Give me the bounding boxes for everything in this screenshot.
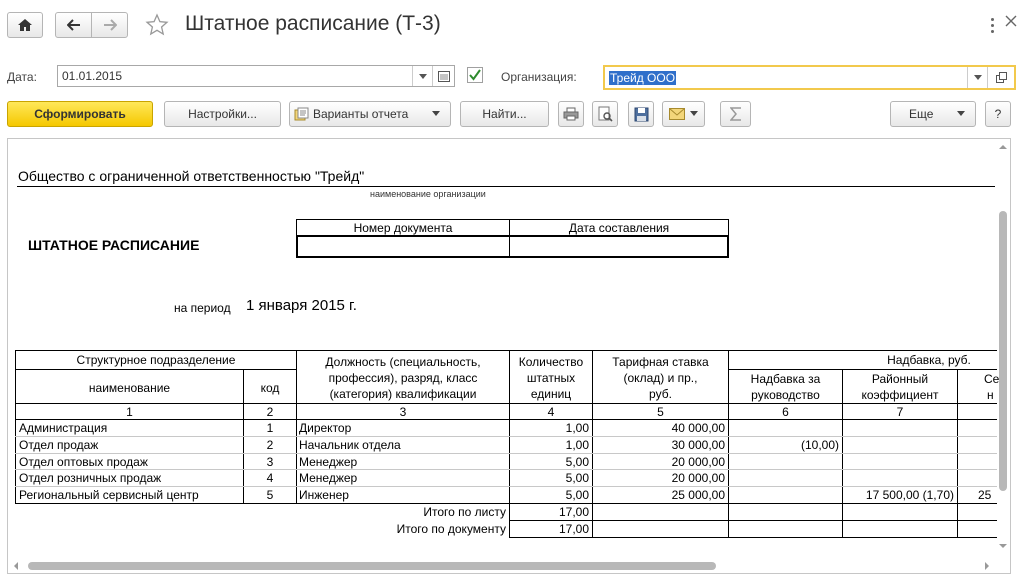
page-title: Штатное расписание (Т-3) — [185, 12, 441, 35]
date-label: Дата: — [7, 70, 37, 84]
date-value: 01.01.2015 — [62, 69, 123, 83]
header-code: код — [260, 381, 280, 395]
organization-open-button[interactable] — [987, 67, 1014, 88]
organization-dropdown-button[interactable] — [967, 67, 987, 88]
close-icon — [1004, 14, 1018, 28]
cell-rate: 25 000,00 — [671, 488, 725, 502]
scroll-right-arrow[interactable] — [985, 562, 989, 570]
header-position-line2: профессия), разряд, класс — [328, 371, 478, 385]
cell-name: Отдел оптовых продаж — [19, 455, 148, 469]
header-name: наименование — [88, 381, 171, 395]
printer-icon — [563, 107, 579, 121]
header-rate-line2: (оклад) и пр., — [623, 371, 698, 385]
save-button[interactable] — [628, 101, 654, 127]
org-name-underline — [17, 186, 995, 187]
cell-position: Инженер — [299, 488, 349, 502]
header-next-line1: Се — [984, 372, 1000, 386]
header-next-line2: н — [987, 388, 994, 402]
find-button[interactable]: Найти... — [460, 101, 549, 127]
organization-label: Организация: — [501, 70, 577, 84]
col-number: 3 — [399, 405, 407, 419]
forward-arrow-icon — [103, 19, 117, 31]
total-sheet-value: 17,00 — [558, 505, 589, 519]
cell-name: Администрация — [19, 421, 108, 435]
col-number: 6 — [782, 405, 789, 419]
preview-button[interactable] — [592, 101, 618, 127]
window-menu-button[interactable] — [986, 15, 998, 35]
header-count-line2: штатных — [526, 371, 576, 385]
date-field[interactable] — [57, 65, 455, 87]
help-button[interactable]: ? — [985, 101, 1011, 127]
col-number: 2 — [266, 405, 274, 419]
col-number: 5 — [657, 405, 664, 419]
doc-number-cell — [296, 235, 729, 258]
date-checkbox[interactable] — [467, 67, 483, 83]
dropdown-icon — [432, 111, 440, 116]
generate-button[interactable]: Сформировать — [7, 101, 153, 127]
col-number: 7 — [896, 405, 904, 419]
cell-count: 5,00 — [565, 471, 589, 485]
period-value: 1 января 2015 г. — [246, 297, 357, 314]
doc-date-header: Дата составления — [568, 221, 670, 235]
col-number: 1 — [126, 405, 133, 419]
cell-rate: 30 000,00 — [671, 438, 725, 452]
cell-code: 5 — [266, 488, 274, 502]
home-button[interactable] — [7, 12, 43, 38]
cell-rate: 20 000,00 — [671, 471, 725, 485]
save-icon — [634, 107, 649, 122]
sum-icon — [730, 107, 742, 121]
checkmark-icon — [468, 68, 482, 82]
more-menu-button[interactable] — [890, 101, 976, 127]
cell-code: 4 — [266, 471, 274, 485]
col-number: 4 — [547, 405, 555, 419]
total-doc-value: 17,00 — [558, 522, 589, 536]
dropdown-icon — [974, 75, 982, 80]
calendar-button[interactable] — [432, 66, 454, 86]
date-dropdown-button[interactable] — [412, 66, 432, 86]
cell-rate: 20 000,00 — [671, 455, 725, 469]
header-position-line1: Должность (специальность, — [325, 355, 481, 369]
cell-name: Региональный сервисный центр — [19, 488, 199, 502]
horizontal-scroll-thumb[interactable] — [28, 562, 716, 570]
cell-position: Менеджер — [299, 455, 358, 469]
email-icon — [669, 108, 685, 120]
cell-count: 1,00 — [565, 438, 589, 452]
cell-rate: 40 000,00 — [671, 421, 725, 435]
period-label: на период — [174, 301, 231, 315]
header-count-line3: единиц — [530, 387, 572, 401]
sum-button[interactable] — [720, 101, 751, 127]
back-button[interactable] — [55, 12, 92, 38]
print-button[interactable] — [558, 101, 584, 127]
report-variants-label: Варианты отчета — [313, 107, 409, 121]
cell-mgmt: (10,00) — [800, 438, 839, 452]
header-regional-line2: коэффициент — [861, 388, 939, 402]
report-org-caption: наименование организации — [370, 189, 486, 199]
cell-count: 5,00 — [565, 488, 589, 502]
total-sheet-label: Итого по листу — [423, 505, 506, 519]
horizontal-scrollbar[interactable] — [8, 559, 996, 573]
more-icon — [991, 18, 994, 21]
vertical-scroll-thumb[interactable] — [999, 211, 1007, 491]
header-count-line1: Количество — [518, 355, 584, 369]
vertical-scrollbar[interactable] — [996, 139, 1011, 559]
report-variants-button[interactable] — [289, 101, 451, 127]
dropdown-icon — [957, 111, 965, 116]
organization-value: Трейд ООО — [610, 70, 676, 85]
cell-code: 3 — [266, 455, 274, 469]
cell-count: 1,00 — [565, 421, 589, 435]
total-doc-label: Итого по документу — [396, 522, 506, 536]
preview-icon — [597, 106, 613, 122]
send-email-button[interactable] — [662, 101, 705, 127]
organization-field[interactable] — [603, 65, 1016, 90]
cell-name: Отдел розничных продаж — [19, 471, 162, 485]
scroll-left-arrow[interactable] — [14, 562, 18, 570]
open-icon — [996, 72, 1007, 83]
scroll-up-arrow[interactable] — [999, 145, 1007, 149]
cell-regional: 17 500,00 (1,70) — [865, 488, 954, 502]
forward-button[interactable] — [91, 12, 128, 38]
cell-next: 25 — [978, 488, 992, 502]
report-org-name: Общество с ограниченной ответственностью "Трейд" — [18, 168, 365, 184]
header-rate-line3: руб. — [649, 387, 672, 401]
cell-position: Директор — [299, 421, 352, 435]
header-struct-unit: Структурное подразделение — [76, 353, 236, 367]
favorite-star-button[interactable] — [145, 13, 169, 37]
scroll-down-arrow[interactable] — [999, 544, 1007, 548]
header-position-line3: (категория) квалификации — [329, 387, 477, 401]
more-menu-label: Еще — [909, 107, 934, 121]
cell-code: 1 — [266, 421, 274, 435]
cell-position: Менеджер — [299, 471, 358, 485]
report-title: ШТАТНОЕ РАСПИСАНИЕ — [28, 237, 200, 253]
cell-code: 2 — [266, 438, 274, 452]
dropdown-icon — [690, 111, 698, 116]
header-regional-line1: Районный — [871, 372, 929, 386]
doc-number-header: Номер документа — [353, 221, 453, 235]
cell-count: 5,00 — [565, 455, 589, 469]
home-icon — [17, 18, 33, 32]
dropdown-icon — [419, 74, 427, 79]
header-bonus-mgmt-line1: Надбавка за — [750, 372, 821, 386]
header-bonus: Надбавка, руб. — [887, 353, 971, 367]
settings-button[interactable]: Настройки... — [164, 101, 281, 127]
cell-position: Начальник отдела — [299, 438, 401, 452]
header-bonus-mgmt-line2: руководство — [751, 388, 820, 402]
cell-name: Отдел продаж — [19, 438, 99, 452]
report-area[interactable] — [7, 138, 1011, 574]
star-icon — [145, 13, 169, 37]
calendar-icon — [438, 71, 450, 82]
header-rate-line1: Тарифная ставка — [612, 355, 709, 369]
report-variants-icon — [294, 107, 310, 121]
close-button[interactable] — [1004, 14, 1020, 34]
back-arrow-icon — [67, 19, 81, 31]
